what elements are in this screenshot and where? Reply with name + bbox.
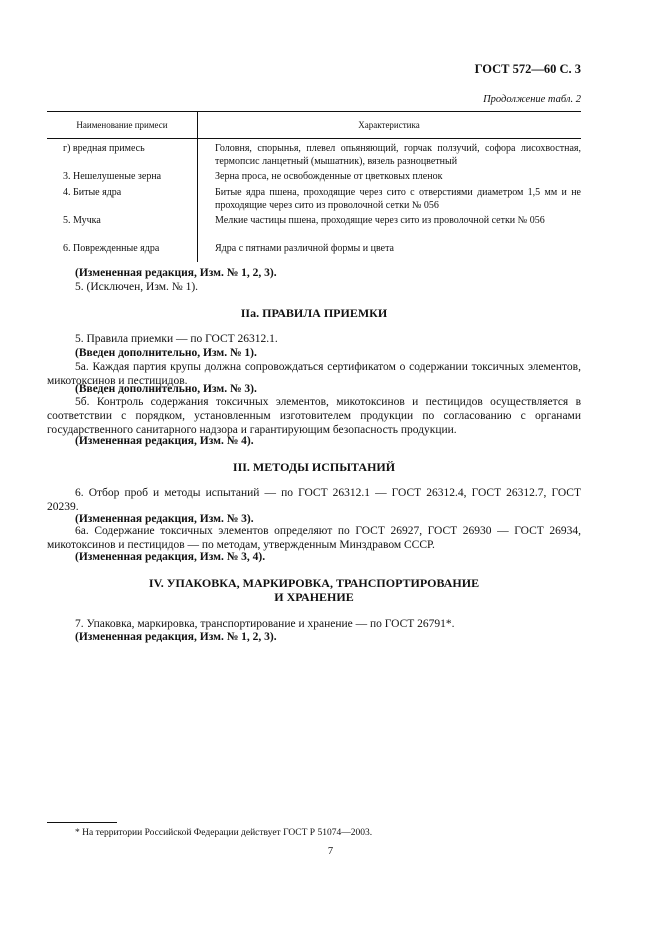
row-name: 4. Битые ядра: [63, 187, 122, 198]
clause-5b: 5б. Контроль содержания токсичных элементов, микотоксинов и пестицидов осуществляется в соответствии с порядком, установленным изготовителем продукции по согласованию с органами государственного санитарного надзора и гарантирующим безопасность продукции.: [47, 396, 581, 436]
table-continuation-label: Продолжение табл. 2: [483, 94, 581, 105]
clause-6: 6. Отбор проб и методы испытаний — по ГОСТ 26312.1 — ГОСТ 26312.4, ГОСТ 26312.7, ГОСТ 20239.: [47, 487, 581, 513]
page-number: 7: [327, 846, 334, 857]
clause-5a: 5а. Каждая партия крупы должна сопровождаться сертификатом о содержании токсичных элементов, микотоксинов и пестицидов.: [47, 361, 581, 387]
amendment-note: (Измененная редакция, Изм. № 1, 2, 3).: [75, 267, 277, 279]
row-description: Головня, спорынья, плевел опьяняющий, горчак ползучий, софора лисохвостная, термопсис ланцетный (мышатник), вязель разноцветный: [215, 143, 581, 167]
row-name: г) вредная примесь: [63, 143, 145, 154]
row-name: 6. Поврежденные ядра: [63, 243, 160, 254]
footnote-separator: [47, 822, 117, 823]
table-row: [47, 143, 581, 171]
amendment-note: (Измененная редакция, Изм. № 3, 4).: [75, 551, 266, 563]
table-row: [47, 187, 581, 215]
amendment-note: (Введен дополнительно, Изм. № 1).: [75, 347, 257, 359]
section-heading-2a: IIa. ПРАВИЛА ПРИЕМКИ: [240, 306, 388, 320]
column-header-characteristic: Характеристика: [358, 120, 420, 130]
table-header: [47, 111, 581, 139]
row-name: 5. Мучка: [63, 215, 101, 226]
row-description: Ядра с пятнами различной формы и цвета: [215, 243, 394, 254]
heading-line: IV. УПАКОВКА, МАРКИРОВКА, ТРАНСПОРТИРОВАНИЕ: [148, 576, 480, 590]
amendment-note: (Измененная редакция, Изм. № 4).: [75, 435, 254, 447]
table-row: [47, 243, 581, 259]
column-header-name: Наименование примеси: [76, 120, 168, 130]
page-header: ГОСТ 572—60 С. 3: [474, 62, 581, 76]
amendment-note: (Введен дополнительно, Изм. № 3).: [75, 383, 257, 395]
clause-7: 7. Упаковка, маркировка, транспортирование и хранение — по ГОСТ 26791*.: [75, 618, 455, 630]
amendment-note: (Измененная редакция, Изм. № 1, 2, 3).: [75, 631, 277, 643]
section-heading-3: III. МЕТОДЫ ИСПЫТАНИЙ: [232, 460, 396, 474]
row-name: 3. Нешелушеные зерна: [63, 171, 162, 182]
row-description: Битые ядра пшена, проходящие через сито с отверстиями диаметром 1,5 мм и не проходящие через сито из проволочной сетки № 056: [215, 187, 581, 211]
clause-5: 5. Правила приемки — по ГОСТ 26312.1.: [75, 333, 278, 345]
section-heading-4: [47, 576, 581, 604]
table-row: [47, 215, 581, 243]
table-row: [47, 171, 581, 187]
row-description: Мелкие частицы пшена, проходящие через сито из проволочной сетки № 056: [215, 215, 545, 226]
footnote: * На территории Российской Федерации действует ГОСТ Р 51074—2003.: [75, 828, 373, 838]
row-description: Зерна проса, не освобожденные от цветковых пленок: [215, 171, 443, 182]
clause-6a: 6а. Содержание токсичных элементов определяют по ГОСТ 26927, ГОСТ 26930 — ГОСТ 26934, микотоксинов и пестицидов — по методам, утвержденным Минздравом СССР.: [47, 525, 581, 551]
amendment-note: (Измененная редакция, Изм. № 3).: [75, 513, 254, 525]
clause-5-excluded: [47, 280, 581, 294]
heading-line: И ХРАНЕНИЕ: [274, 590, 354, 604]
clause-text: 5. (Исключен, Изм. № 1).: [75, 281, 199, 293]
impurities-table: [47, 111, 581, 259]
